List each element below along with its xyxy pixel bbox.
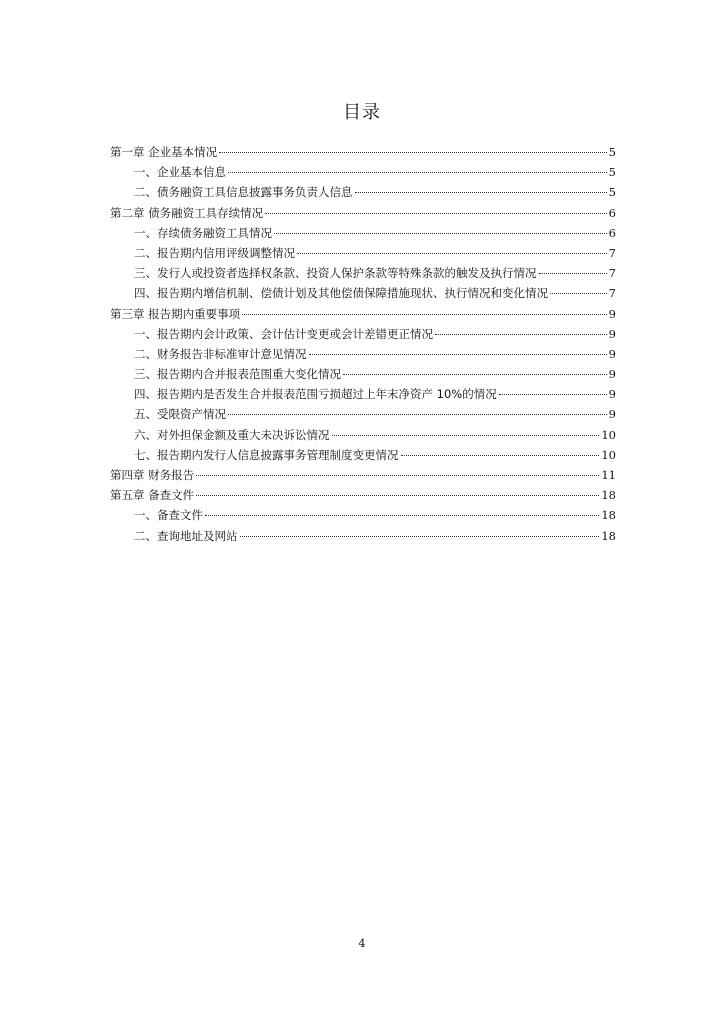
dot-leader (499, 394, 607, 395)
toc-entry-page-number: 18 (601, 508, 616, 523)
toc-entry-page-number: 7 (608, 266, 616, 281)
toc-entry-page-number: 10 (601, 427, 616, 442)
toc-entry-label: 第四章 财务报告 (110, 468, 195, 482)
page-number: 4 (358, 937, 366, 950)
toc-section-entry[interactable] (110, 445, 616, 465)
dot-leader (265, 213, 607, 214)
dot-leader (550, 293, 607, 294)
toc-entry-page-number: 9 (608, 326, 616, 341)
toc-entry-label: 四、报告期内是否发生合并报表范围亏损超过上年末净资产 10%的情况 (134, 387, 497, 402)
toc-section-entry[interactable] (110, 182, 616, 202)
toc-entry-page-number: 9 (608, 367, 616, 382)
dot-leader (435, 334, 607, 335)
toc-entry-label: 二、财务报告非标准审计意见情况 (134, 346, 307, 361)
toc-chapter-entry[interactable] (110, 142, 616, 162)
toc-entry-page-number: 10 (601, 447, 616, 462)
toc-chapter-entry[interactable] (110, 203, 616, 223)
toc-entry-label: 第三章 报告期内重要事项 (110, 306, 241, 321)
dot-leader (205, 515, 599, 516)
toc-entry-page-number: 9 (608, 407, 616, 422)
toc-entry-page-number: 6 (608, 205, 616, 220)
toc-entry-page-number: 9 (608, 387, 616, 402)
toc-entry-label: 二、债务融资工具信息披露事务负责人信息 (134, 185, 353, 200)
toc-entry-label: 一、备查文件 (134, 508, 203, 523)
dot-leader (242, 314, 607, 315)
dot-leader (196, 475, 599, 476)
dot-leader (196, 495, 599, 496)
toc-entry-label: 一、报告期内会计政策、会计估计变更或会计差错更正情况 (134, 326, 433, 341)
toc-entry-label: 一、存续债务融资工具情况 (134, 225, 272, 240)
toc-section-entry[interactable] (110, 162, 616, 182)
toc-entry-page-number: 5 (608, 185, 616, 200)
toc-entry-label: 一、企业基本信息 (134, 165, 226, 180)
toc-section-entry[interactable] (110, 364, 616, 384)
toc-section-entry[interactable] (110, 263, 616, 283)
toc-section-entry[interactable] (110, 324, 616, 344)
toc-entry-label: 二、查询地址及网站 (134, 528, 238, 543)
toc-entry-page-number: 5 (608, 165, 616, 180)
toc-chapter-entry[interactable] (110, 485, 616, 505)
toc-entry-page-number: 18 (601, 488, 616, 503)
dot-leader (332, 435, 600, 436)
toc-section-entry[interactable] (110, 223, 616, 243)
toc-entry-label: 三、发行人或投资者选择权条款、投资人保护条款等特殊条款的触发及执行情况 (134, 266, 537, 281)
toc-title: 目录 (343, 102, 381, 123)
toc-entry-label: 第一章 企业基本情况 (110, 145, 218, 159)
toc-entry-page-number: 5 (608, 145, 616, 159)
toc-entry-label: 第二章 债务融资工具存续情况 (110, 205, 264, 220)
toc-entry-label: 三、报告期内合并报表范围重大变化情况 (134, 367, 341, 382)
toc-entry-page-number: 11 (601, 468, 616, 482)
toc-entry-page-number: 7 (608, 286, 616, 301)
toc-section-entry[interactable] (110, 384, 616, 404)
toc-section-entry[interactable] (110, 243, 616, 263)
toc-entry-label: 七、报告期内发行人信息披露事务管理制度变更情况 (134, 447, 399, 462)
dot-leader (219, 152, 607, 153)
toc-section-entry[interactable] (110, 425, 616, 445)
dot-leader (228, 172, 607, 173)
toc-entry-page-number: 9 (608, 306, 616, 321)
dot-leader (274, 233, 607, 234)
dot-leader (401, 455, 600, 456)
dot-leader (539, 273, 607, 274)
dot-leader (240, 536, 600, 537)
toc-entry-label: 四、报告期内增信机制、偿债计划及其他偿债保障措施现状、执行情况和变化情况 (134, 286, 548, 301)
toc-entry-page-number: 7 (608, 245, 616, 260)
table-of-contents (110, 142, 616, 546)
toc-section-entry[interactable] (110, 283, 616, 303)
dot-leader (297, 253, 607, 254)
toc-entry-label: 六、对外担保金额及重大未决诉讼情况 (134, 427, 330, 442)
toc-entry-label: 二、报告期内信用评级调整情况 (134, 245, 295, 260)
toc-entry-page-number: 6 (608, 225, 616, 240)
toc-entry-page-number: 18 (601, 528, 616, 543)
toc-section-entry[interactable] (110, 526, 616, 546)
toc-chapter-entry[interactable] (110, 304, 616, 324)
toc-section-entry[interactable] (110, 404, 616, 424)
toc-section-entry[interactable] (110, 505, 616, 525)
dot-leader (355, 192, 607, 193)
toc-entry-label: 第五章 备查文件 (110, 488, 195, 503)
toc-entry-label: 五、受限资产情况 (134, 407, 226, 422)
dot-leader (343, 374, 607, 375)
dot-leader (309, 354, 607, 355)
toc-chapter-entry[interactable] (110, 465, 616, 485)
toc-entry-page-number: 9 (608, 346, 616, 361)
toc-section-entry[interactable] (110, 344, 616, 364)
dot-leader (228, 414, 607, 415)
